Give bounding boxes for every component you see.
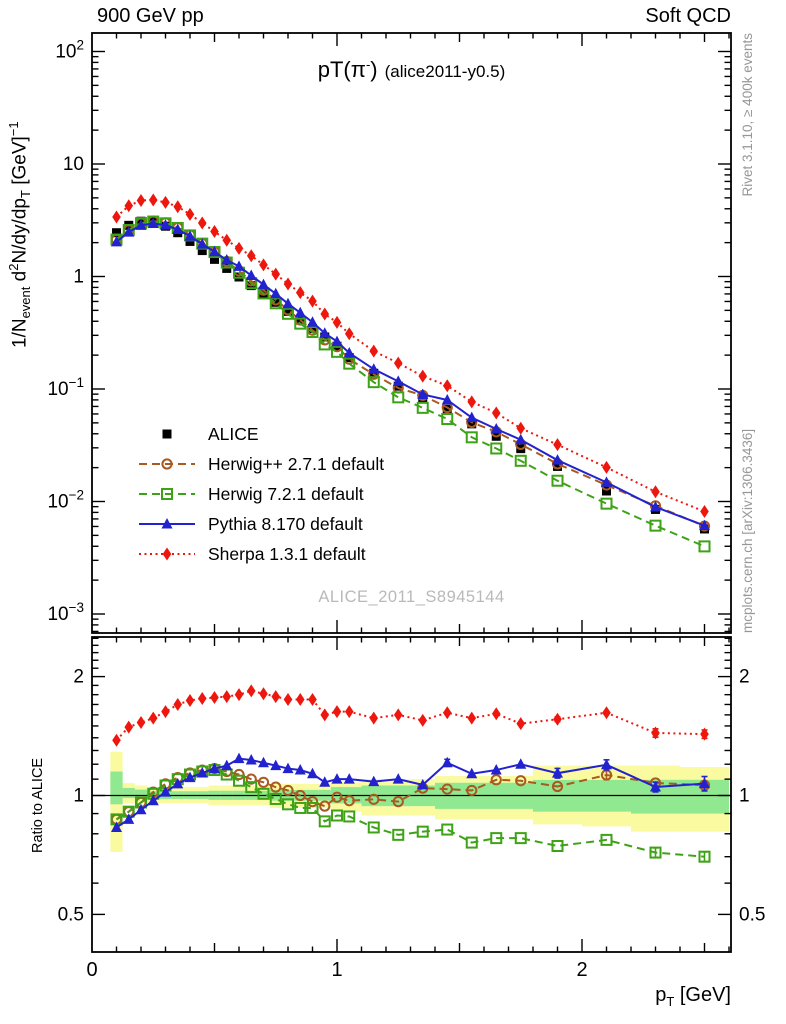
- legend-label-herwig7: Herwig 7.2.1 default: [208, 483, 364, 504]
- data-point: [161, 705, 170, 718]
- data-point: [186, 694, 195, 707]
- data-point: [234, 753, 245, 764]
- data-point: [369, 345, 378, 358]
- data-point: [516, 717, 525, 730]
- data-point: [467, 712, 476, 725]
- legend-marker-sherpa: [136, 544, 198, 564]
- data-point: [235, 242, 244, 255]
- y-axis-title-sup-2: 2: [6, 263, 21, 271]
- y-ratio-tick-label: 1: [73, 785, 84, 807]
- legend-item-herwigpp: [136, 449, 384, 479]
- observable-name: pT(: [317, 57, 351, 82]
- data-point: [466, 412, 477, 423]
- data-point: [345, 705, 354, 718]
- y-axis-title-sup-inv: −1: [6, 121, 21, 137]
- data-point: [161, 196, 170, 209]
- y-main-tick-label: $10^{-3}$: [47, 600, 84, 625]
- y-main-tick-label: 1: [73, 266, 84, 288]
- data-point: [368, 363, 379, 374]
- data-point: [163, 430, 172, 439]
- legend-item-sherpa: [136, 539, 384, 569]
- data-point: [163, 548, 172, 561]
- data-point: [601, 759, 612, 770]
- legend-marker-alice: [136, 424, 198, 444]
- x-tick-label: 2: [576, 959, 588, 981]
- legend-label-herwigpp: Herwig++ 2.7.1 default: [208, 453, 385, 474]
- data-point: [284, 277, 293, 290]
- data-point: [553, 438, 562, 451]
- data-point: [234, 260, 245, 271]
- process-group-label: Soft QCD: [645, 5, 731, 27]
- y-ratio-tick-label: 2: [73, 666, 84, 688]
- data-point: [700, 728, 709, 741]
- data-point: [442, 757, 453, 768]
- data-point: [552, 454, 563, 465]
- data-point: [259, 258, 268, 271]
- data-point: [467, 395, 476, 408]
- data-point: [210, 225, 219, 238]
- data-point: [198, 692, 207, 705]
- data-point: [259, 687, 268, 700]
- legend-item-alice: [136, 419, 384, 449]
- data-point: [173, 698, 182, 711]
- data-point: [295, 307, 306, 318]
- data-point: [651, 521, 661, 531]
- data-point: [137, 194, 146, 207]
- green-band-bin: [123, 788, 135, 798]
- ratio-series-sherpa: [112, 684, 709, 746]
- data-point: [394, 357, 403, 370]
- data-point: [222, 690, 231, 703]
- data-point: [247, 684, 256, 697]
- data-point: [221, 760, 232, 771]
- data-point: [332, 336, 343, 347]
- data-point: [283, 298, 294, 309]
- particle-charge: -: [365, 57, 371, 72]
- data-point: [418, 403, 428, 413]
- y-axis-title: $1/N_{event}$ $d^2N/dy/dp_T$ [GeV]$^{-1}$: [6, 121, 34, 348]
- data-point: [393, 392, 403, 402]
- data-point: [222, 234, 231, 247]
- legend-marker-pythia: [136, 514, 198, 534]
- data-point: [418, 370, 427, 383]
- data-point: [345, 327, 354, 340]
- y-main-tick-label: $10^2$: [55, 37, 84, 63]
- data-point: [602, 499, 612, 509]
- y-axis-title-sub-t: T: [18, 190, 34, 199]
- data-point: [186, 208, 195, 221]
- data-point: [320, 308, 329, 321]
- x-axis-title-main: p: [655, 984, 667, 1006]
- data-point: [112, 734, 121, 747]
- data-point: [394, 708, 403, 721]
- y-main-tick-label: $10^{-1}$: [47, 375, 84, 400]
- particle-symbol: π: [350, 57, 366, 82]
- legend-item-pythia: [136, 509, 384, 539]
- data-point: [393, 375, 404, 386]
- data-point: [173, 200, 182, 213]
- data-point: [492, 406, 501, 419]
- data-point: [418, 714, 427, 727]
- data-point: [602, 706, 611, 719]
- data-point: [149, 712, 158, 725]
- data-point: [307, 316, 318, 327]
- data-point: [124, 199, 133, 212]
- y-ratio-tick-label-right: 2: [739, 666, 750, 688]
- data-point: [284, 693, 293, 706]
- data-point: [246, 270, 257, 281]
- mcplots-credit: mcplots.cern.ch [arXiv:1306.3436]: [740, 428, 755, 633]
- data-point: [149, 193, 158, 206]
- data-point: [651, 726, 660, 739]
- ratio-sherpa: [112, 684, 709, 746]
- data-point: [443, 379, 452, 392]
- data-point: [112, 210, 121, 223]
- legend: [136, 419, 384, 569]
- y-main-tick-label: 10: [62, 154, 84, 175]
- data-point: [198, 216, 207, 229]
- data-point: [442, 825, 452, 835]
- data-point: [296, 286, 305, 299]
- analysis-watermark: ALICE_2011_S8945144: [318, 588, 505, 606]
- x-axis-title-unit: [GeV]: [674, 984, 731, 1006]
- x-axis-title: [331, 984, 731, 1009]
- y-ratio-tick-label: 0.5: [57, 904, 84, 926]
- data-point: [393, 773, 404, 784]
- x-axis-title-sub: T: [666, 994, 675, 1009]
- data-point: [271, 690, 280, 703]
- legend-label-sherpa: Sherpa 1.3.1 default: [208, 543, 366, 564]
- data-point: [516, 422, 525, 435]
- data-point: [515, 758, 526, 769]
- y-ratio-tick-label-right: 0.5: [739, 904, 766, 926]
- data-point: [553, 713, 562, 726]
- data-point: [700, 505, 709, 518]
- data-point: [700, 541, 710, 551]
- data-point: [443, 706, 452, 719]
- dataset-tag: (alice2011-y0.5): [384, 62, 506, 81]
- ratio-axis-title: Ratio to ALICE: [30, 757, 46, 853]
- data-point: [369, 712, 378, 725]
- data-point: [271, 268, 280, 281]
- legend-label-pythia: Pythia 8.170 default: [208, 513, 363, 534]
- data-point: [247, 249, 256, 262]
- y-main-tick-label: $10^{-2}$: [47, 487, 84, 513]
- data-point: [320, 708, 329, 721]
- x-tick-label: 0: [86, 959, 98, 981]
- y-axis-title-sub-event: event: [18, 286, 34, 319]
- data-point: [210, 691, 219, 704]
- beam-energy-label: 900 GeV pp: [97, 5, 204, 27]
- data-point: [333, 316, 342, 329]
- legend-marker-herwigpp: [136, 454, 198, 474]
- legend-marker-herwig7: [136, 484, 198, 504]
- data-point: [296, 693, 305, 706]
- legend-label-alice: ALICE: [208, 423, 259, 444]
- y-ratio-tick-label-right: 1: [739, 785, 750, 807]
- x-tick-label: 1: [331, 959, 343, 981]
- data-point: [602, 461, 611, 474]
- data-point: [270, 288, 281, 299]
- data-point: [333, 705, 342, 718]
- data-point: [137, 716, 146, 729]
- data-point: [492, 707, 501, 720]
- observable-close: ): [370, 57, 378, 82]
- data-point: [235, 688, 244, 701]
- data-point: [651, 485, 660, 498]
- legend-item-herwig7: [136, 479, 384, 509]
- green-band-bin: [110, 772, 122, 805]
- rivet-credit: Rivet 3.1.10, ≥ 400k events: [740, 33, 755, 197]
- data-point: [258, 279, 269, 290]
